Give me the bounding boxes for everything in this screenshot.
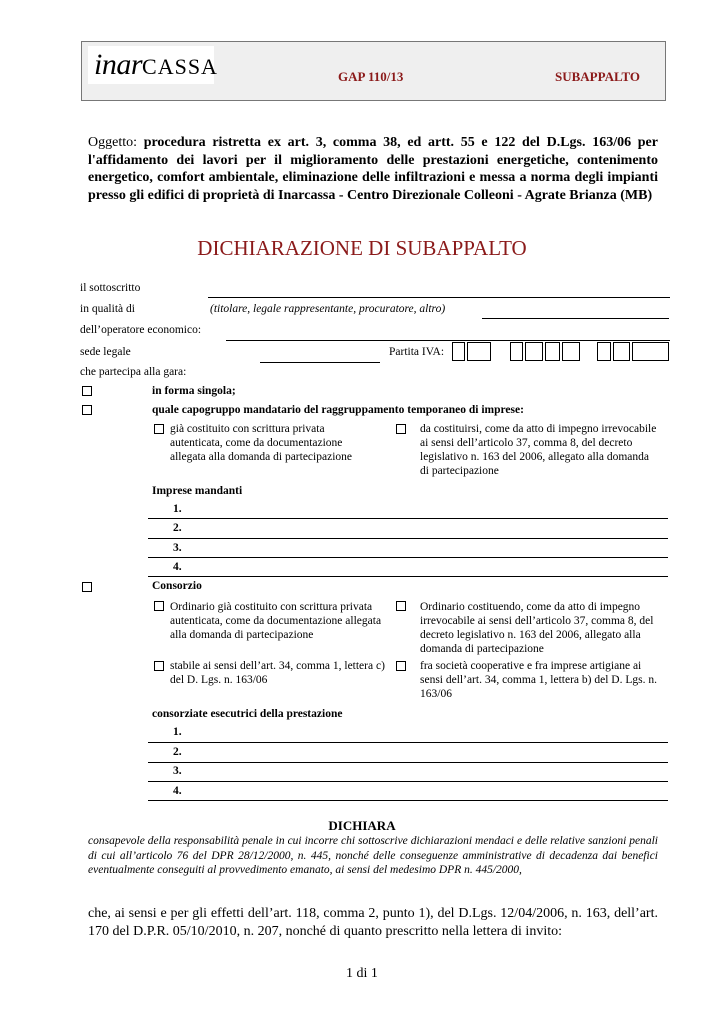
- checkbox-singola[interactable]: [82, 386, 92, 396]
- option-capogruppo: quale capogruppo mandatario del raggruppamento temporaneo di imprese:: [152, 404, 524, 416]
- field-qualita[interactable]: [482, 318, 669, 319]
- mandante-number: 3.: [173, 542, 182, 554]
- option-ordinario-costituendo: Ordinario costituendo, come da atto di impegno irrevocabile ai sensi dell’articolo 37, comma 8, del decreto legislativo n. 163 del 2006, allegato alla domanda di partecipazione: [420, 601, 654, 655]
- label-partita-iva: Partita IVA:: [389, 346, 445, 358]
- iva-box[interactable]: [525, 342, 543, 361]
- field-sottoscritto[interactable]: [208, 297, 670, 298]
- option-da-costituirsi: da costituirsi, come da atto di impegno irrevocabile ai sensi dell’articolo 37, comma 8, del decreto legislativo n. 163 del 2006, allegato alla domanda di partecipazione: [420, 423, 657, 477]
- iva-box[interactable]: [597, 342, 611, 361]
- checkbox-ordinario-costituendo[interactable]: [396, 601, 406, 611]
- label-sede: sede legale: [80, 346, 131, 358]
- document-code: GAP 110/13: [338, 69, 404, 84]
- logo-text: [94, 48, 218, 82]
- mandante-number: 2.: [173, 522, 182, 534]
- subject-label: Oggetto:: [88, 135, 144, 150]
- iva-box[interactable]: [632, 342, 669, 361]
- document-tag: SUBAPPALTO: [555, 69, 641, 84]
- field-esecutrice-4[interactable]: [148, 800, 668, 801]
- checkbox-ordinario-costituito[interactable]: [154, 601, 164, 611]
- field-esecutrice-2[interactable]: [148, 762, 668, 763]
- option-ordinario-costituito: Ordinario già costituito con scrittura privata autenticata, come da documentazione allegata alla domanda di partecipazione: [170, 601, 382, 641]
- iva-box[interactable]: [562, 342, 580, 361]
- option-consorzio: Consorzio: [152, 580, 202, 592]
- option-cooperative: fra società cooperative e fra imprese artigiane ai sensi dell’art. 34, comma 1, lettera b) del D. Lgs. n. 163/06: [420, 660, 657, 700]
- iva-box[interactable]: [452, 342, 465, 361]
- dichiara-heading: DICHIARA: [328, 818, 396, 833]
- checkbox-stabile[interactable]: [154, 661, 164, 671]
- iva-box[interactable]: [467, 342, 491, 361]
- checkbox-gia-costituito[interactable]: [154, 424, 164, 434]
- field-esecutrice-1[interactable]: [148, 742, 668, 743]
- iva-box[interactable]: [613, 342, 630, 361]
- option-gia-costituito: già costituito con scrittura privata autenticata, come da documentazione allegata alla domanda di partecipazione: [170, 423, 352, 463]
- checkbox-cooperative[interactable]: [396, 661, 406, 671]
- page-title: DICHIARAZIONE DI SUBAPPALTO: [197, 236, 527, 260]
- label-imprese-mandanti: Imprese mandanti: [152, 485, 243, 497]
- subject-text: procedura ristretta ex art. 3, comma 38, ed artt. 55 e 122 del D.Lgs. 163/06 per l'affidamento dei lavori per il miglioramento delle prestazioni energetiche, contenimento energetico, comfort ambientale, eliminazione delle infiltrazioni e messa a norma degli impianti presso gli edifici di proprietà di Inarcassa - Centro Direzionale Colleoni - Agrate Brianza (MB): [88, 135, 658, 203]
- checkbox-consorzio[interactable]: [82, 582, 92, 592]
- dichiara-disclaimer: consapevole della responsabilità penale in cui incorre chi sottoscrive dichiarazioni mendaci e delle relative sanzioni penali di cui all’articolo 76 del DPR 28/12/2000, n. 445, nonché delle conseguenze amministrative di decadenza dai benefici eventualmente conseguiti al provvedimento emanato, ai sensi del medesimo DPR n. 445/2000,: [88, 835, 658, 876]
- label-operatore: dell’operatore economico:: [80, 324, 202, 336]
- label-qualita: in qualità di: [80, 303, 135, 315]
- esecutrice-number: 2.: [173, 746, 182, 758]
- label-partecipa: che partecipa alla gara:: [80, 366, 187, 378]
- dichiara-text: che, ai sensi e per gli effetti dell’art. 118, comma 2, punto 1), del D.Lgs. 12/04/2006, n. 163, dell’art. 170 del D.P.R. 05/10/2010, n. 207, nonché di quanto prescritto nella lettera di invito:: [88, 906, 658, 939]
- field-sede[interactable]: [260, 362, 380, 363]
- subject-paragraph: [88, 134, 658, 204]
- logo-part-cassa: CASSA: [142, 54, 218, 79]
- mandante-number: 4.: [173, 561, 182, 573]
- field-mandante-3[interactable]: [148, 557, 668, 558]
- label-esecutrici: consorziate esecutrici della prestazione: [152, 708, 343, 720]
- checkbox-da-costituirsi[interactable]: [396, 424, 406, 434]
- field-mandante-1[interactable]: [148, 518, 668, 519]
- qualita-hint: (titolare, legale rappresentante, procuratore, altro): [210, 303, 446, 315]
- field-mandante-4[interactable]: [148, 576, 668, 577]
- field-mandante-2[interactable]: [148, 538, 668, 539]
- page-number: 1 di 1: [346, 966, 378, 981]
- iva-box[interactable]: [545, 342, 560, 361]
- iva-box[interactable]: [510, 342, 523, 361]
- inarcassa-logo: [88, 46, 218, 84]
- checkbox-capogruppo[interactable]: [82, 405, 92, 415]
- mandante-number: 1.: [173, 503, 182, 515]
- option-stabile: stabile ai sensi dell’art. 34, comma 1, lettera c) del D. Lgs. n. 163/06: [170, 660, 385, 686]
- logo-part-inar: inar: [94, 48, 143, 81]
- field-operatore[interactable]: [226, 340, 670, 341]
- esecutrice-number: 4.: [173, 785, 182, 797]
- esecutrice-number: 3.: [173, 765, 182, 777]
- label-sottoscritto: il sottoscritto: [80, 282, 141, 294]
- field-esecutrice-3[interactable]: [148, 781, 668, 782]
- esecutrice-number: 1.: [173, 726, 182, 738]
- option-singola: in forma singola;: [152, 385, 236, 397]
